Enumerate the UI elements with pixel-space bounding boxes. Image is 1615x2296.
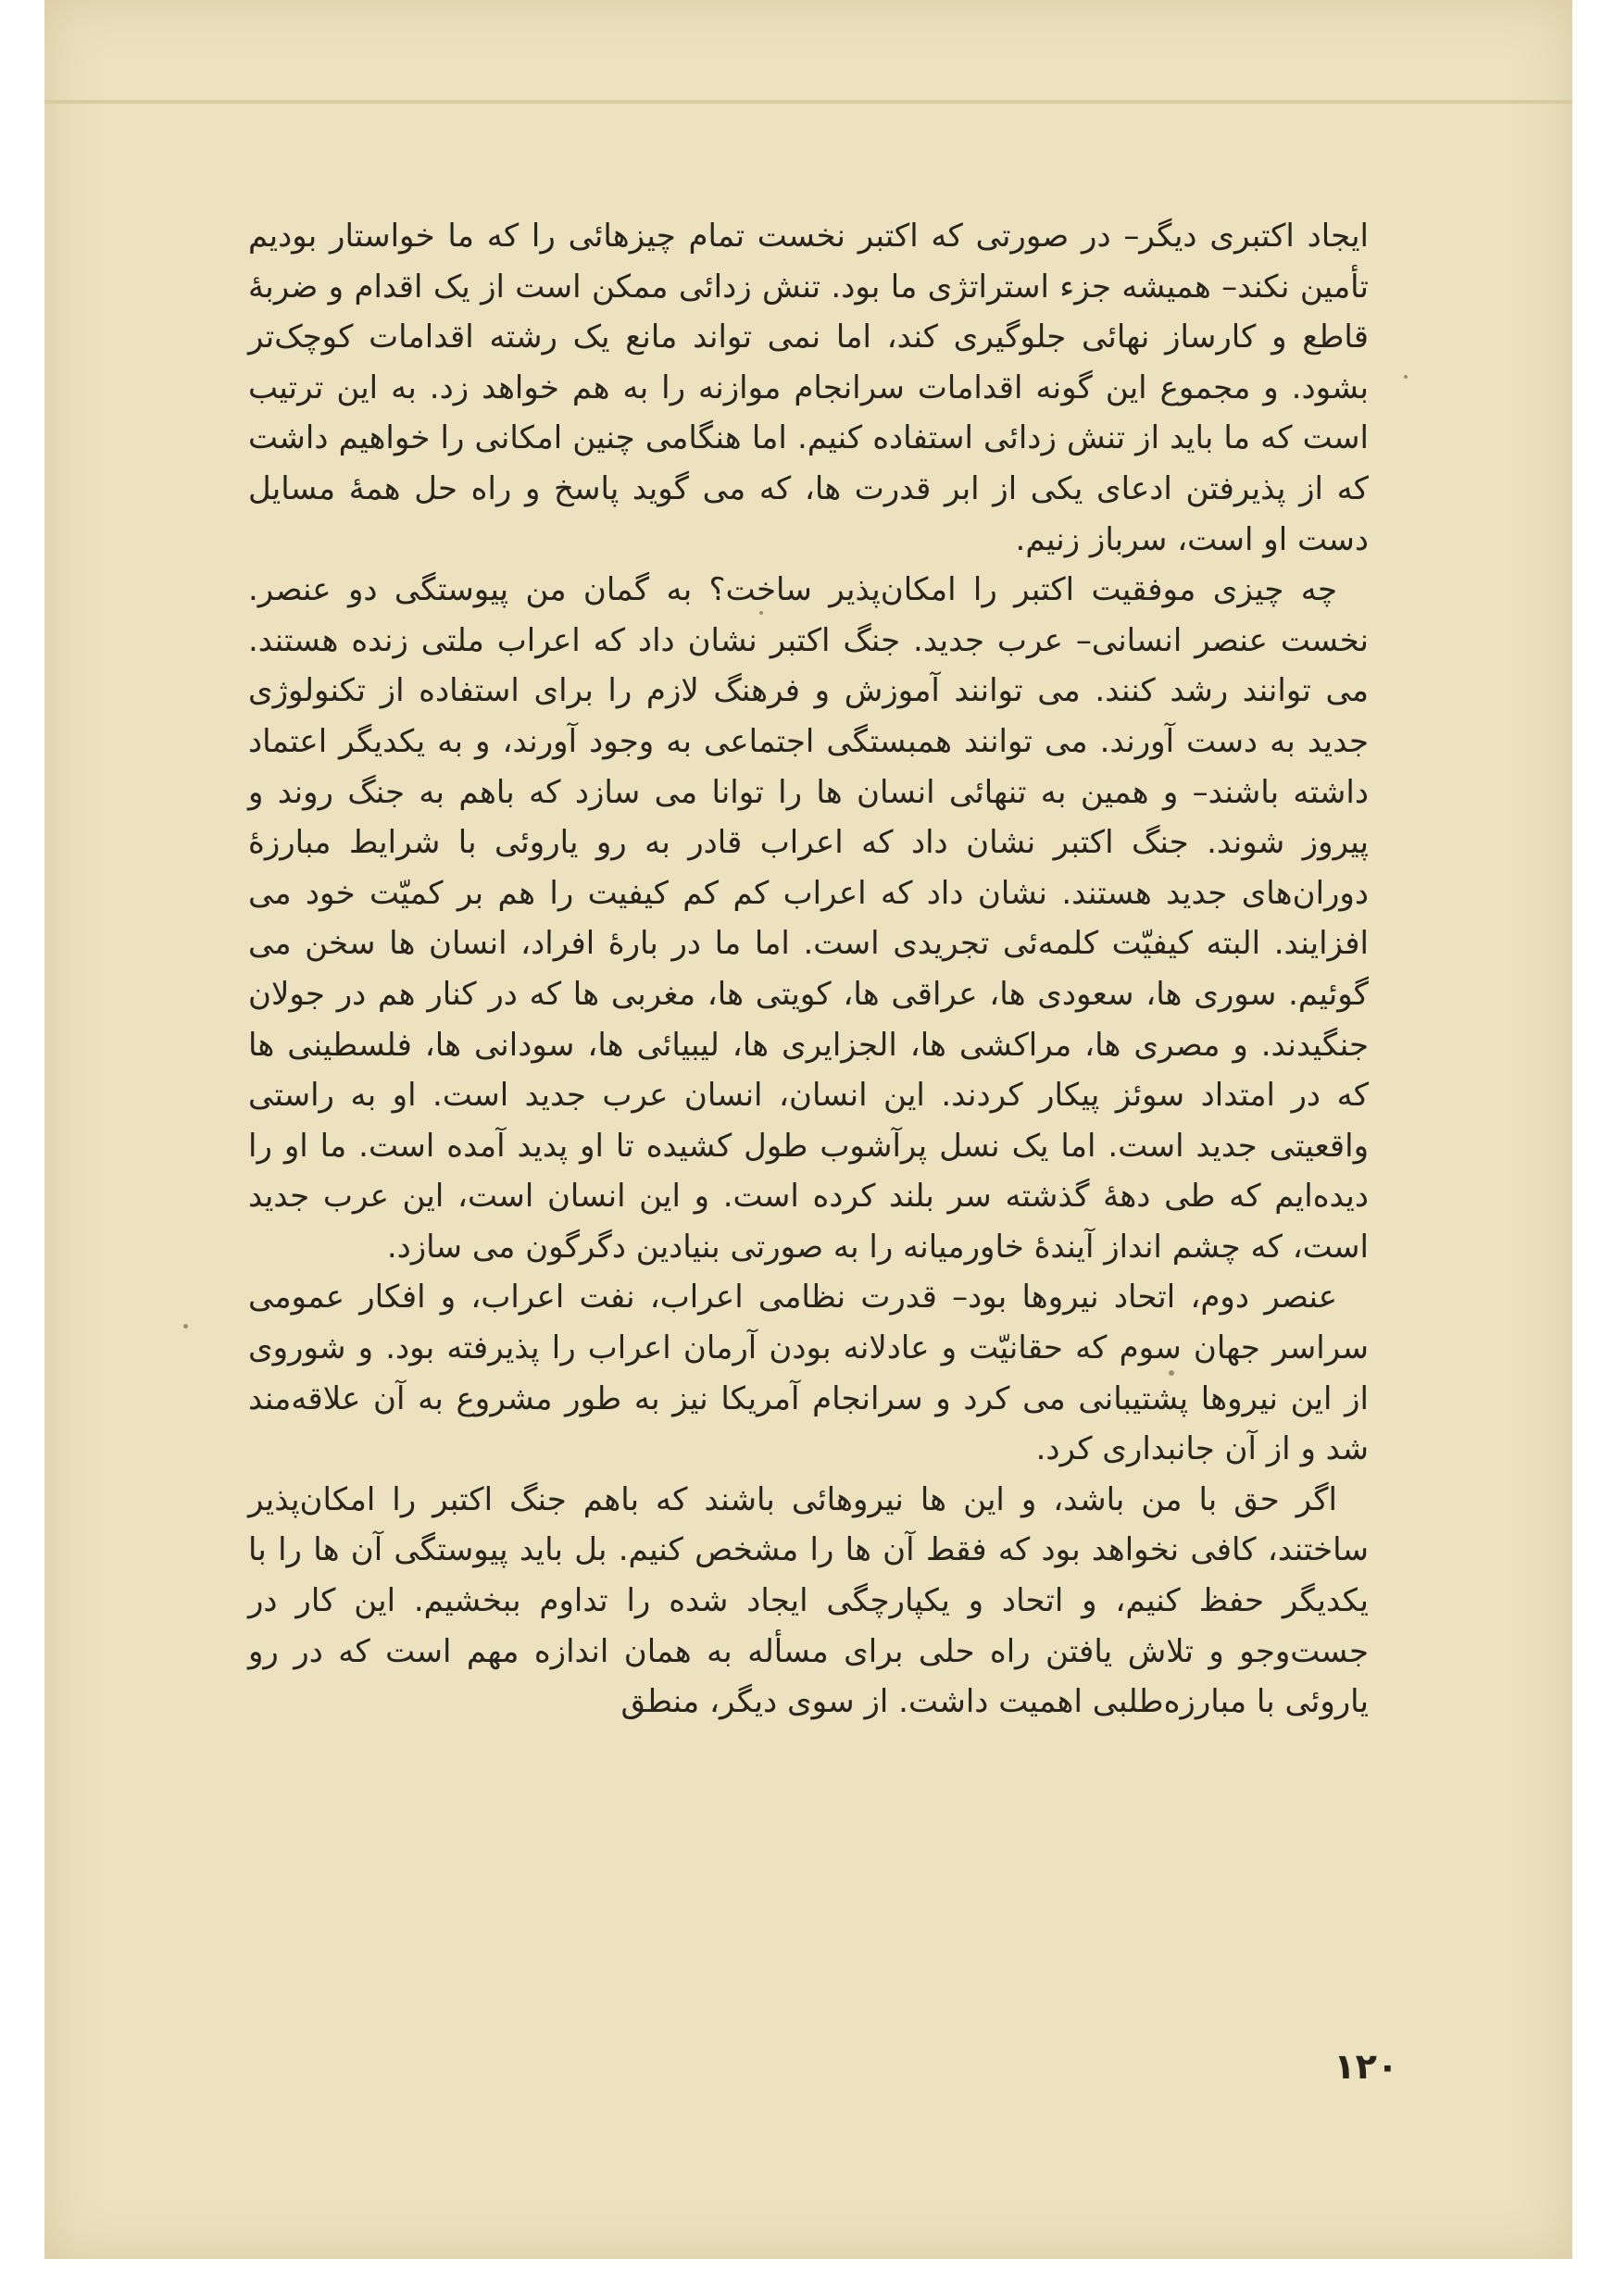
page-number: ۱۲۰ <box>1333 2046 1398 2087</box>
paragraph-3: عنصر دوم، اتحاد نیروها بود– قدرت نظامی اعراب، نفت اعراب، و افکار عمومی سراسر جهان سوم که حقانیّت و عادلانه بودن آرمان اعراب را پذیرفته بود. و شوروی از این نیروها پشتیبانی می کرد و سرانجام آمریکا نیز به طور مشروع به آن علاقه‌مند شد و از آن جانبداری کرد. <box>248 1279 1369 1468</box>
page-fold-edge <box>44 100 1572 104</box>
paper-speck <box>183 1324 188 1329</box>
body-text <box>248 211 1369 1728</box>
paragraph-2: چه چیزی موفقیت اکتبر را امکان‌پذیر ساخت؟ به گمان من پیوستگی دو عنصر. نخست عنصر انسانی– عرب جدید. جنگ اکتبر نشان داد که اعراب ملتی زنده هستند. می توانند رشد کنند. می توانند آموزش و فرهنگ لازم را برای استفاده از تکنولوژی جدید به دست آورند. می توانند همبستگی اجتماعی به وجود آورند، و به یکدیگر اعتماد داشته باشند– و همین به تنهائی انسان ها را توانا می سازد که باهم به جنگ روند و پیروز شوند. جنگ اکتبر نشان داد که اعراب قادر به رو یاروئی با شرایط مبارزهٔ دوران‌های جدید هستند. نشان داد که اعراب کم کم کیفیت را هم بر کمیّت خود می افزایند. البته کیفیّت کلمه‌ئی تجریدی است. اما ما در بارهٔ افراد، انسان ها سخن می گوئیم. سوری ها، سعودی ها، عراقی ها، کویتی ها، مغربی ها که در کنار هم در جولان جنگیدند. و مصری ها، مراکشی ها، الجزایری ها، لیبیائی ها، سودانی ها، فلسطینی ها که در امتداد سوئز پیکار کردند. این انسان، انسان عرب جدید است. او به راستی واقعیتی جدید است. اما یک نسل پرآشوب طول کشیده تا او پدید آمده است. ما او را دیده‌ایم که طی دههٔ گذشته سر بلند کرده است. و این انسان است، این عرب جدید است، که چشم انداز آیندهٔ خاورمیانه را به صورتی بنیادین دگرگون می سازد. <box>248 571 1369 1266</box>
paragraph-4: اگر حق با من باشد، و این ها نیروهائی باشند که باهم جنگ اکتبر را امکان‌پذیر ساختند، کافی نخواهد بود که فقط آن ها را مشخص کنیم. بل باید پیوستگی آن ها را با یکدیگر حفظ کنیم، و اتحاد و یکپارچگی ایجاد شده را تداوم ببخشیم. این کار در جست‌وجو و تلاش یافتن راه حلی برای مسأله به همان اندازه مهم است که در رو یاروئی با مبارزه‌طلبی اهمیت داشت. از سوی دیگر، منطق <box>248 1480 1369 1721</box>
paper-speck <box>1404 375 1408 379</box>
paragraph-1: ایجاد اکتبری دیگر– در صورتی که اکتبر نخست تمام چیزهائی را که ما خواستار بودیم تأمین نکند– همیشه جزء استراتژی ما بود. تنش زدائی ممکن است از یک اقدام و ضربهٔ قاطع و کارساز نهائی جلوگیری کند، اما نمی تواند مانع یک رشته اقدامات کوچک‌تر بشود. و مجموع این گونه اقدامات سرانجام موازنه را به هم خواهد زد. به این ترتیب است که ما باید از تنش زدائی استفاده کنیم. اما هنگامی چنین امکانی را خواهیم داشت که از پذیرفتن ادعای یکی از ابر قدرت ها، که می گوید پاسخ و راه حل همهٔ مسایل دست او است، سرباز زنیم. <box>248 218 1369 558</box>
